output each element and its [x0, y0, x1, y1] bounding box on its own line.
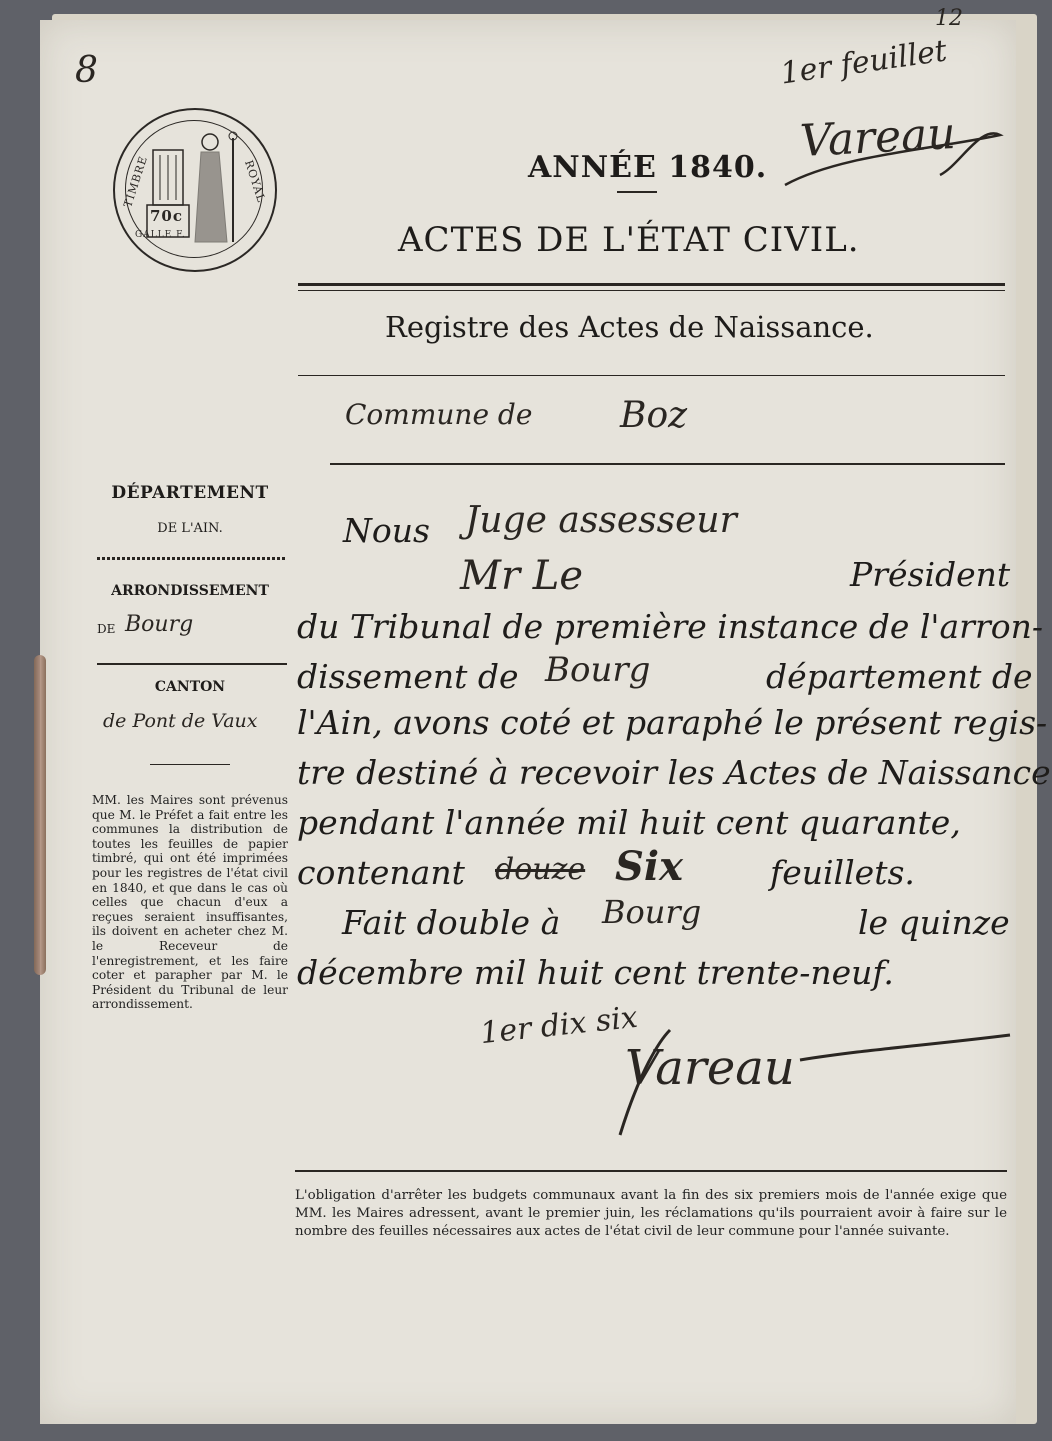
canton-rule [150, 764, 230, 765]
mr-le: Mr Le [460, 553, 584, 599]
commune-label: Commune de [345, 398, 533, 431]
arrondissement-rule [97, 663, 287, 665]
leaves-count: Six [615, 843, 683, 890]
footer-rule [295, 1170, 1007, 1172]
margin-mark: 8 [75, 50, 98, 91]
arrondissement-city: Bourg [125, 612, 194, 637]
stamp-right-text: ROYAL [242, 158, 268, 205]
body-line-7a: Fait double à [342, 903, 561, 942]
body-line-6a: contenant [297, 853, 465, 892]
bottom-signature: Vareau [625, 1040, 795, 1096]
main-title: ACTES DE L'ÉTAT CIVIL. [398, 220, 860, 260]
dep-city: Bourg [545, 650, 651, 690]
year-title: ANNÉE 1840. [528, 150, 768, 185]
corner-number: 12 [935, 6, 963, 31]
title-rule-top [298, 283, 1005, 286]
body-line-4: tre destiné à recevoir les Actes de Naissance [297, 753, 1051, 792]
subtitle-rule [298, 375, 1005, 376]
president-label: Président [850, 555, 1011, 594]
signature-flourish [780, 95, 1010, 195]
royal-stamp [113, 108, 277, 272]
stamp-value: 70c [150, 207, 184, 225]
footer-notice: L'obligation d'arrêter les budgets communaux avant la fin des six premiers mois de l'année exige que MM. les Maires adressent, avant le premier juin, les réclamations qu'ils pourraient avoir à faire sur le nombre des feuilles nécessaires aux actes de l'état civil de leur commune pour l'année suivante. [295, 1188, 1007, 1239]
commune-name: Boz [620, 395, 688, 436]
stamp-bottom: GALLE F. [135, 230, 186, 240]
body-line-1: du Tribunal de première instance de l'arron- [297, 607, 1043, 646]
departement-rule [97, 557, 287, 560]
body-line-8: décembre mil huit cent trente-neuf. [297, 953, 894, 992]
title-rule-bottom [298, 290, 1005, 291]
register-subtitle: Registre des Actes de Naissance. [385, 310, 874, 344]
body-line-2b: département de [766, 657, 1033, 696]
body-line-2a: dissement de [297, 657, 519, 696]
departement-name: DE L'AIN. [157, 521, 223, 536]
nous-name: Juge assesseur [465, 500, 737, 541]
stamp-left-text: TIMBRE [121, 154, 151, 209]
body-line-7b: le quinze [858, 903, 1010, 942]
fait-city: Bourg [602, 893, 702, 931]
commune-rule [330, 463, 1005, 465]
binding-string [34, 655, 46, 975]
canton-label: CANTON [154, 679, 226, 695]
title-ornament [617, 191, 657, 193]
mayors-notice: MM. les Maires sont prévenus que M. le Préfet a fait entre les communes la distribution de toutes les feuilles de papier timbré, qui ont été imprimées pour les registres de l'état civil en 1840, et que dans le cas où celles que chacun d'eux a reçues seraient insuffisantes, ils doivent en acheter chez M. le Receveur de l'enregistrement, et les faire coter et parapher par M. le Président du Tribunal de leur arrondissement. [92, 793, 288, 1012]
body-line-5: pendant l'année mil huit cent quarante, [297, 803, 961, 842]
body-line-6b: feuillets. [770, 853, 915, 892]
canton-name: de Pont de Vaux [103, 710, 258, 732]
nous-label: Nous [343, 511, 430, 550]
top-note: 1er feuillet [778, 33, 950, 92]
arrondissement-prefix: DE [97, 622, 116, 636]
bottom-signature-flourish [600, 1010, 1020, 1140]
top-signature: Vareau [798, 107, 957, 168]
departement-label: DÉPARTEMENT [111, 483, 269, 503]
leaves-struck: douze [495, 852, 586, 887]
closing-note: 1er dix six [478, 999, 640, 1052]
body-line-3: l'Ain, avons coté et paraphé le présent regis- [297, 703, 1048, 742]
arrondissement-label: ARRONDISSEMENT [111, 583, 269, 599]
